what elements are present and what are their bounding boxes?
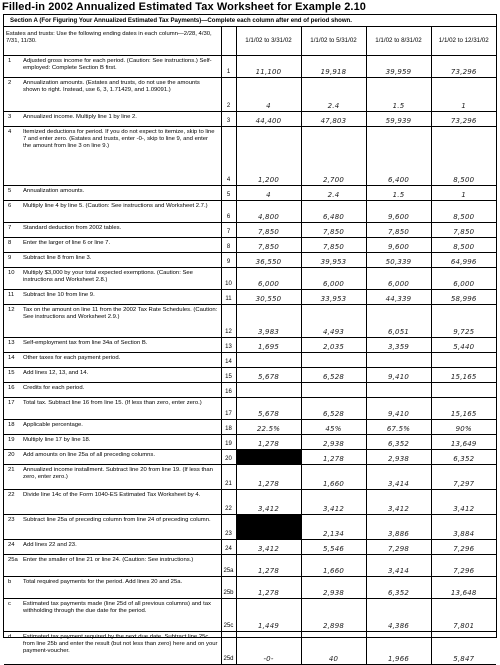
- line-label: 22: [221, 490, 236, 515]
- line-label: 13: [221, 338, 236, 353]
- value-cell-col3: 3,886: [366, 515, 431, 540]
- period-header-3: 1/1/02 to 8/31/02: [366, 27, 431, 56]
- value-cell-col1: 7,850: [236, 223, 301, 238]
- worksheet: [3, 14, 497, 663]
- value-cell-col1: 30,550: [236, 290, 301, 305]
- value-cell-col2: [301, 383, 366, 398]
- value-cell-col4: [431, 383, 496, 398]
- line-label: 8: [221, 238, 236, 253]
- value-cell-col4: 9,725: [431, 305, 496, 338]
- worksheet-table: [4, 27, 496, 665]
- value-cell-col3: 7,850: [366, 223, 431, 238]
- value-cell-col2: 1,660: [301, 465, 366, 490]
- value-cell-col4: 1: [431, 186, 496, 201]
- value-cell-col4: 3,412: [431, 490, 496, 515]
- value-cell-col4: 15,165: [431, 398, 496, 420]
- line-row-3: [4, 112, 496, 127]
- line-row-25c: [4, 599, 496, 632]
- value-cell-col3: 39,959: [366, 56, 431, 78]
- line-row-19: [4, 435, 496, 450]
- line-label: 6: [221, 201, 236, 223]
- value-cell-col2: 2.4: [301, 78, 366, 112]
- line-number: 12: [4, 305, 21, 338]
- line-row-2: [4, 78, 496, 112]
- header-description: Estates and trusts: Use the following ending dates in each column—2/28, 4/30, 7/31, 11/30.: [4, 27, 221, 56]
- line-description: Standard deduction from 2002 tables.: [21, 223, 221, 238]
- line-number: 15: [4, 368, 21, 383]
- line-row-9: [4, 253, 496, 268]
- line-number: 22: [4, 490, 21, 515]
- value-cell-col2: 5,546: [301, 540, 366, 555]
- line-row-25a: [4, 555, 496, 577]
- line-row-14: [4, 353, 496, 368]
- value-cell-col2: 6,528: [301, 368, 366, 383]
- value-cell-col3: 1.5: [366, 186, 431, 201]
- line-description: Annualized income installment. Subtract line 20 from line 19. (If less than zero, enter zero.): [21, 465, 221, 490]
- value-cell-col3: 9,410: [366, 368, 431, 383]
- line-number: 20: [4, 450, 21, 465]
- line-row-10: [4, 268, 496, 290]
- value-cell-col1: 36,550: [236, 253, 301, 268]
- line-description: Subtract line 10 from line 9.: [21, 290, 221, 305]
- value-cell-col3: 1.5: [366, 78, 431, 112]
- line-label: 7: [221, 223, 236, 238]
- line-label: 5: [221, 186, 236, 201]
- value-cell-col4: 7,850: [431, 223, 496, 238]
- line-row-12: [4, 305, 496, 338]
- line-label: 20: [221, 450, 236, 465]
- line-description: Total tax. Subtract line 16 from line 15. (If less than zero, enter zero.): [21, 398, 221, 420]
- value-cell-col1: [236, 353, 301, 368]
- line-label: 4: [221, 127, 236, 186]
- value-cell-col2: 2,938: [301, 435, 366, 450]
- line-label: 11: [221, 290, 236, 305]
- line-label: 10: [221, 268, 236, 290]
- value-cell-col3: 3,414: [366, 555, 431, 577]
- value-cell-col4: 58,996: [431, 290, 496, 305]
- value-cell-col1: 5,678: [236, 398, 301, 420]
- line-label: 14: [221, 353, 236, 368]
- value-cell-col1: 44,400: [236, 112, 301, 127]
- line-label: 23: [221, 515, 236, 540]
- value-cell-col2: 3,412: [301, 490, 366, 515]
- line-row-25b: [4, 577, 496, 599]
- value-cell-col1: [236, 383, 301, 398]
- value-cell-col3: 50,339: [366, 253, 431, 268]
- line-label: 25a: [221, 555, 236, 577]
- value-cell-col3: 67.5%: [366, 420, 431, 435]
- value-cell-col2: 6,528: [301, 398, 366, 420]
- line-description: Enter the smaller of line 21 or line 24. (Caution: See instructions.): [21, 555, 221, 577]
- line-number: 24: [4, 540, 21, 555]
- line-number: 4: [4, 127, 21, 186]
- line-description: Total required payments for the period. Add lines 20 and 25a.: [21, 577, 221, 599]
- value-cell-col1: 3,983: [236, 305, 301, 338]
- line-description: Estimated tax payment required by the next due date. Subtract line 25c from line 25b and enter the result (but not less than zero) here and on your payment-voucher.: [21, 632, 221, 665]
- line-label: 16: [221, 383, 236, 398]
- line-label: 24: [221, 540, 236, 555]
- line-label: 15: [221, 368, 236, 383]
- value-cell-col2: 40: [301, 632, 366, 665]
- line-row-6: [4, 201, 496, 223]
- value-cell-col4: [431, 353, 496, 368]
- value-cell-col1: 1,278: [236, 577, 301, 599]
- line-row-4: [4, 127, 496, 186]
- value-cell-col2: 2,035: [301, 338, 366, 353]
- value-cell-col1: 11,100: [236, 56, 301, 78]
- value-cell-col3: 6,352: [366, 435, 431, 450]
- line-description: Applicable percentage.: [21, 420, 221, 435]
- value-cell-col3: 9,600: [366, 238, 431, 253]
- page-title: Filled-in 2002 Annualized Estimated Tax Worksheet for Example 2.10: [2, 1, 367, 13]
- value-cell-col2: 39,953: [301, 253, 366, 268]
- line-description: Multiply line 4 by line 5. (Caution: See instructions and Worksheet 2.7.): [21, 201, 221, 223]
- line-description: Add amounts on line 25a of all preceding columns.: [21, 450, 221, 465]
- value-cell-col3: [366, 353, 431, 368]
- line-number: 25a: [4, 555, 21, 577]
- value-cell-col4: 5,440: [431, 338, 496, 353]
- line-row-21: [4, 465, 496, 490]
- value-cell-col4: 13,648: [431, 577, 496, 599]
- value-cell-col2: 33,953: [301, 290, 366, 305]
- value-cell-col4: 6,352: [431, 450, 496, 465]
- line-number: 14: [4, 353, 21, 368]
- value-cell-col1: 1,278: [236, 555, 301, 577]
- value-cell-col4: 7,296: [431, 540, 496, 555]
- period-header-1: 1/1/02 to 3/31/02: [236, 27, 301, 56]
- value-cell-col4: 8,500: [431, 201, 496, 223]
- line-number: 17: [4, 398, 21, 420]
- value-cell-col1: -0-: [236, 632, 301, 665]
- line-number: c: [4, 599, 21, 632]
- value-cell-col2: 6,000: [301, 268, 366, 290]
- value-cell-col2: 2,898: [301, 599, 366, 632]
- value-cell-col4: 8,500: [431, 127, 496, 186]
- line-label: 19: [221, 435, 236, 450]
- line-number: 11: [4, 290, 21, 305]
- line-row-23: [4, 515, 496, 540]
- header-row: [4, 27, 496, 56]
- period-header-2: 1/1/02 to 5/31/02: [301, 27, 366, 56]
- line-row-7: [4, 223, 496, 238]
- line-description: Self-employment tax from line 34a of Section B.: [21, 338, 221, 353]
- line-number: 7: [4, 223, 21, 238]
- line-row-18: [4, 420, 496, 435]
- line-number: 18: [4, 420, 21, 435]
- value-cell-col4: 73,296: [431, 112, 496, 127]
- value-cell-col3: 9,600: [366, 201, 431, 223]
- line-row-1: [4, 56, 496, 78]
- value-cell-col3: 3,414: [366, 465, 431, 490]
- header-line-spacer: [221, 27, 236, 56]
- value-cell-col1: 3,412: [236, 540, 301, 555]
- line-row-5: [4, 186, 496, 201]
- line-number: 21: [4, 465, 21, 490]
- value-cell-col1: 1,200: [236, 127, 301, 186]
- value-cell-col1: 1,695: [236, 338, 301, 353]
- value-cell-col2: 6,480: [301, 201, 366, 223]
- line-label: 1: [221, 56, 236, 78]
- line-label: 12: [221, 305, 236, 338]
- line-label: 18: [221, 420, 236, 435]
- blacked-out-cell: [236, 450, 301, 465]
- value-cell-col4: 73,296: [431, 56, 496, 78]
- value-cell-col1: 1,278: [236, 465, 301, 490]
- line-label: 25c: [221, 599, 236, 632]
- value-cell-col4: 5,847: [431, 632, 496, 665]
- value-cell-col3: 3,412: [366, 490, 431, 515]
- value-cell-col3: 9,410: [366, 398, 431, 420]
- line-row-25d: [4, 632, 496, 665]
- line-number: 13: [4, 338, 21, 353]
- value-cell-col2: 19,918: [301, 56, 366, 78]
- value-cell-col2: 4,493: [301, 305, 366, 338]
- value-cell-col2: 47,803: [301, 112, 366, 127]
- line-description: Tax on the amount on line 11 from the 2002 Tax Rate Schedules. (Caution: See instructions and Worksheet 2.9.): [21, 305, 221, 338]
- value-cell-col1: 7,850: [236, 238, 301, 253]
- value-cell-col2: 1,278: [301, 450, 366, 465]
- line-number: 8: [4, 238, 21, 253]
- value-cell-col2: 2,700: [301, 127, 366, 186]
- section-a-text: Section A (For Figuring Your Annualized Estimated Tax Payments)—Complete each column after end of period shown.: [10, 17, 352, 24]
- value-cell-col1: 1,449: [236, 599, 301, 632]
- line-number: 5: [4, 186, 21, 201]
- line-label: 3: [221, 112, 236, 127]
- value-cell-col3: 59,939: [366, 112, 431, 127]
- value-cell-col2: 2,938: [301, 577, 366, 599]
- value-cell-col3: [366, 383, 431, 398]
- line-row-17: [4, 398, 496, 420]
- line-description: Multiply line 17 by line 18.: [21, 435, 221, 450]
- value-cell-col2: 2.4: [301, 186, 366, 201]
- line-number: 16: [4, 383, 21, 398]
- line-number: d: [4, 632, 21, 665]
- line-number: 19: [4, 435, 21, 450]
- value-cell-col1: 4: [236, 186, 301, 201]
- line-description: Other taxes for each payment period.: [21, 353, 221, 368]
- value-cell-col3: 6,400: [366, 127, 431, 186]
- value-cell-col4: 13,649: [431, 435, 496, 450]
- value-cell-col3: 6,051: [366, 305, 431, 338]
- line-row-11: [4, 290, 496, 305]
- value-cell-col3: 7,298: [366, 540, 431, 555]
- section-a-heading: [4, 15, 496, 27]
- value-cell-col3: 1,966: [366, 632, 431, 665]
- value-cell-col4: 3,884: [431, 515, 496, 540]
- value-cell-col2: 1,660: [301, 555, 366, 577]
- line-number: 1: [4, 56, 21, 78]
- line-description: Credits for each period.: [21, 383, 221, 398]
- line-label: 21: [221, 465, 236, 490]
- line-description: Annualization amounts.: [21, 186, 221, 201]
- line-description: Annualization amounts. (Estates and trusts, do not use the amounts shown to right. Instead, use 6, 3, 1.71429, and 1.09091.): [21, 78, 221, 112]
- value-cell-col1: 4,800: [236, 201, 301, 223]
- value-cell-col1: 5,678: [236, 368, 301, 383]
- line-number: 23: [4, 515, 21, 540]
- value-cell-col2: 7,850: [301, 223, 366, 238]
- line-row-13: [4, 338, 496, 353]
- line-number: 9: [4, 253, 21, 268]
- line-number: b: [4, 577, 21, 599]
- line-row-8: [4, 238, 496, 253]
- value-cell-col4: 7,296: [431, 555, 496, 577]
- value-cell-col4: 64,996: [431, 253, 496, 268]
- line-description: Add lines 22 and 23.: [21, 540, 221, 555]
- line-row-22: [4, 490, 496, 515]
- line-label: 9: [221, 253, 236, 268]
- value-cell-col2: 45%: [301, 420, 366, 435]
- value-cell-col4: 6,000: [431, 268, 496, 290]
- line-label: 25d: [221, 632, 236, 665]
- line-description: Multiply $3,000 by your total expected exemptions. (Caution: See instructions and Worksheet 2.8.): [21, 268, 221, 290]
- value-cell-col1: 3,412: [236, 490, 301, 515]
- value-cell-col3: 4,386: [366, 599, 431, 632]
- value-cell-col3: 2,938: [366, 450, 431, 465]
- line-row-24: [4, 540, 496, 555]
- value-cell-col4: 7,297: [431, 465, 496, 490]
- line-description: Add lines 12, 13, and 14.: [21, 368, 221, 383]
- value-cell-col4: 1: [431, 78, 496, 112]
- line-description: Subtract line 8 from line 3.: [21, 253, 221, 268]
- value-cell-col3: 3,359: [366, 338, 431, 353]
- line-description: Enter the larger of line 6 or line 7.: [21, 238, 221, 253]
- period-header-4: 1/1/02 to 12/31/02: [431, 27, 496, 56]
- line-row-15: [4, 368, 496, 383]
- line-label: 17: [221, 398, 236, 420]
- line-row-20: [4, 450, 496, 465]
- value-cell-col1: 1,278: [236, 435, 301, 450]
- line-number: 10: [4, 268, 21, 290]
- line-description: Adjusted gross income for each period. (Caution: See instructions.) Self-employed: Complete Section B first.: [21, 56, 221, 78]
- line-number: 3: [4, 112, 21, 127]
- value-cell-col3: 6,000: [366, 268, 431, 290]
- line-description: Divide line 14c of the Form 1040-ES Estimated Tax Worksheet by 4.: [21, 490, 221, 515]
- value-cell-col2: 7,850: [301, 238, 366, 253]
- value-cell-col3: 44,339: [366, 290, 431, 305]
- value-cell-col1: 22.5%: [236, 420, 301, 435]
- value-cell-col2: [301, 353, 366, 368]
- line-description: Itemized deductions for period. If you do not expect to itemize, skip to line 7 and enter zero. (Estates and trusts, enter -0-, skip to line 9, and enter the amount from line 3 on line 9.): [21, 127, 221, 186]
- value-cell-col4: 8,500: [431, 238, 496, 253]
- line-description: Subtract line 25a of preceding column from line 24 of preceding column.: [21, 515, 221, 540]
- line-label: 25b: [221, 577, 236, 599]
- value-cell-col4: 15,165: [431, 368, 496, 383]
- value-cell-col4: 7,801: [431, 599, 496, 632]
- line-label: 2: [221, 78, 236, 112]
- line-description: Annualized income. Multiply line 1 by line 2.: [21, 112, 221, 127]
- value-cell-col1: 6,000: [236, 268, 301, 290]
- blacked-out-cell: [236, 515, 301, 540]
- value-cell-col3: 6,352: [366, 577, 431, 599]
- line-row-16: [4, 383, 496, 398]
- line-number: 6: [4, 201, 21, 223]
- value-cell-col2: 2,134: [301, 515, 366, 540]
- value-cell-col1: 4: [236, 78, 301, 112]
- line-description: Estimated tax payments made (line 25d of all previous columns) and tax withholding through the due date for the period.: [21, 599, 221, 632]
- value-cell-col4: 90%: [431, 420, 496, 435]
- line-number: 2: [4, 78, 21, 112]
